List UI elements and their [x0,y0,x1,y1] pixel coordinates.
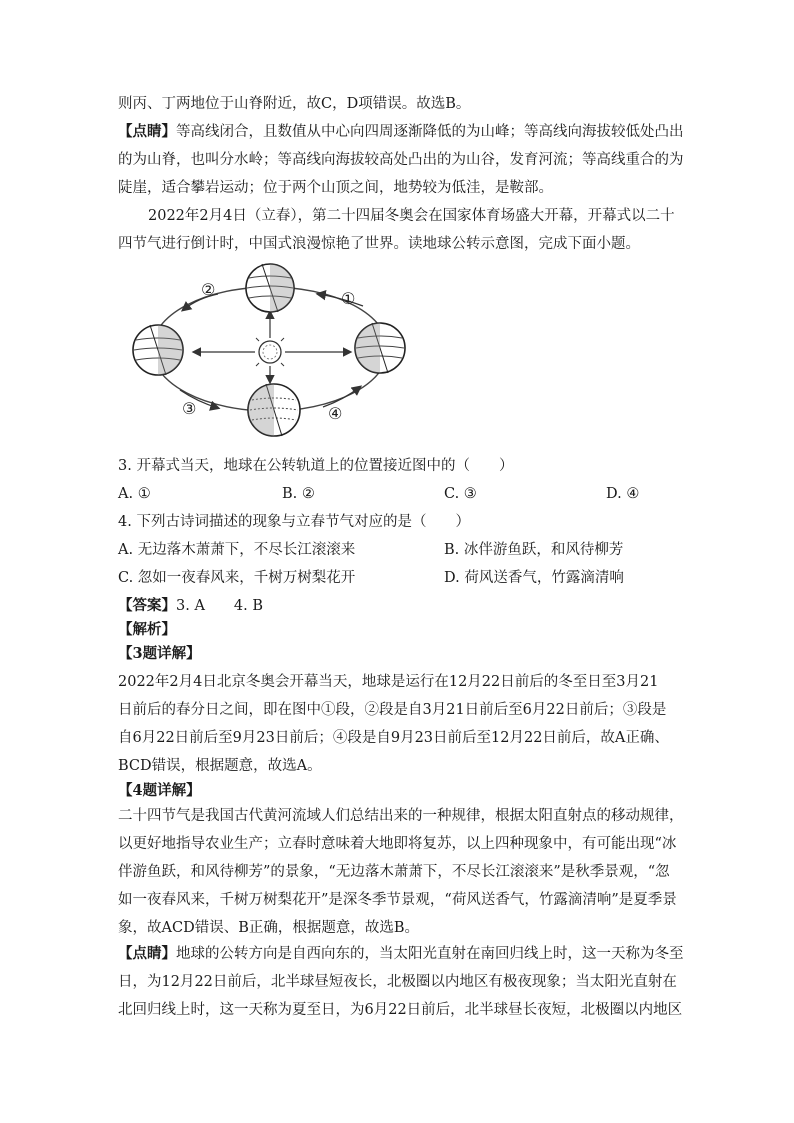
earth-icon [246,264,294,312]
analysis-tag: 【解析】 [118,621,176,638]
q3-detail-line: 自6月22日前后至9月23日前后；④段是自9月23日前后至12月22日前后，故A正确、 [118,730,669,746]
orbit-label-1: ① [341,289,356,308]
text-line: 陡崖，适合攀岩运动；位于两个山顶之间，地势较为低洼，是鞍部。 [118,180,553,196]
q3-detail-line: 2022年2月4日北京冬奥会开幕当天，地球是运行在12月22日前后的冬至日至3月21 [118,674,659,690]
earth-icon [248,384,300,436]
q4-detail-line: 伴游鱼跃，和风待柳芳”的景象，“无边落木萧萧下，不尽长江滚滚来”是秋季景观，“忽 [118,864,670,880]
q3-option-a: A. ① [118,486,151,502]
q4-option-b: B. 冰伴游鱼跃，和风待柳芳 [444,542,624,558]
earth-icon [355,323,405,373]
earth-icon [133,325,183,375]
q4-option-d: D. 荷风送香气，竹露滴清响 [444,570,624,586]
answer-tag: 【答案】 [118,597,176,614]
q4-detail-line: 二十四节气是我国古代黄河流域人们总结出来的一种规律，根据太阳直射点的移动规律， [118,808,684,824]
q4-detail-line: 以更好地指导农业生产；立春时意味着大地即将复苏，以上四种现象中，有可能出现“冰 [118,836,677,852]
orbit-label-3: ③ [182,399,197,418]
orbit-label-2: ② [201,280,216,299]
tip-tag: 【点睛】 [118,123,176,140]
q3-option-c: C. ③ [444,486,477,502]
answer-text: 3. A 4. B [176,598,264,614]
tip-tag: 【点睛】 [118,945,176,962]
q4-option-a: A. 无边落木萧萧下，不尽长江滚滚来 [118,542,356,558]
q4-detail-line: 如一夜春风来，千树万树梨花开”是深冬季节景观，“荷风送香气，竹露滴清响”是夏季景 [118,892,677,908]
question-4-stem: 4. 下列古诗词描述的现象与立春节气对应的是（ ） [118,514,470,530]
earth-orbit-diagram [128,262,418,442]
text-line: 的为山脊，也叫分水岭；等高线向海拔较高处凸出的为山谷，发育河流；等高线重合的为 [118,152,684,168]
tip-paragraph [118,122,698,142]
tip-line: 日，为12月22日前后，北半球昼短夜长，北极圈以内地区有极夜现象；当太阳光直射在 [118,974,677,990]
tip-line: 北回归线上时，这一天称为夏至日，为6月22日前后，北半球昼长夜短，北极圈以内地区 [118,1002,683,1018]
text-line: 则丙、丁两地位于山脊附近，故C，D项错误。故选B。 [118,96,471,112]
q3-detail-line: BCD错误，根据题意，故选A。 [118,758,322,774]
q3-detail-line: 日前后的春分日之间，即在图中①段，②段是自3月21日前后至6月22日前后；③段是 [118,702,667,718]
orbit-label-4: ④ [328,404,343,423]
q4-option-c: C. 忽如一夜春风来，千树万树梨花开 [118,570,356,586]
q3-option-d: D. ④ [606,486,640,502]
intro-line: 2022年2月4日（立春），第二十四届冬奥会在国家体育场盛大开幕，开幕式以二十 [148,208,675,224]
q4-detail-tag: 【4题详解】 [118,782,201,799]
q3-option-b: B. ② [282,486,315,502]
tip-paragraph [118,944,698,964]
tip-text: 地球的公转方向是自西向东的，当太阳光直射在南回归线上时，这一天称为冬至 [176,946,684,962]
q3-detail-tag: 【3题详解】 [118,645,201,662]
answer-line [118,596,698,616]
intro-line: 四节气进行倒计时，中国式浪漫惊艳了世界。读地球公转示意图，完成下面小题。 [118,236,640,252]
sun-icon [251,333,289,371]
tip-text: 等高线闭合，且数值从中心向四周逐渐降低的为山峰；等高线向海拔较低处凸出 [176,124,684,140]
question-3-stem: 3. 开幕式当天，地球在公转轨道上的位置接近图中的（ ） [118,458,514,474]
q4-detail-line: 象，故ACD错误、B正确，根据题意，故选B。 [118,920,420,936]
